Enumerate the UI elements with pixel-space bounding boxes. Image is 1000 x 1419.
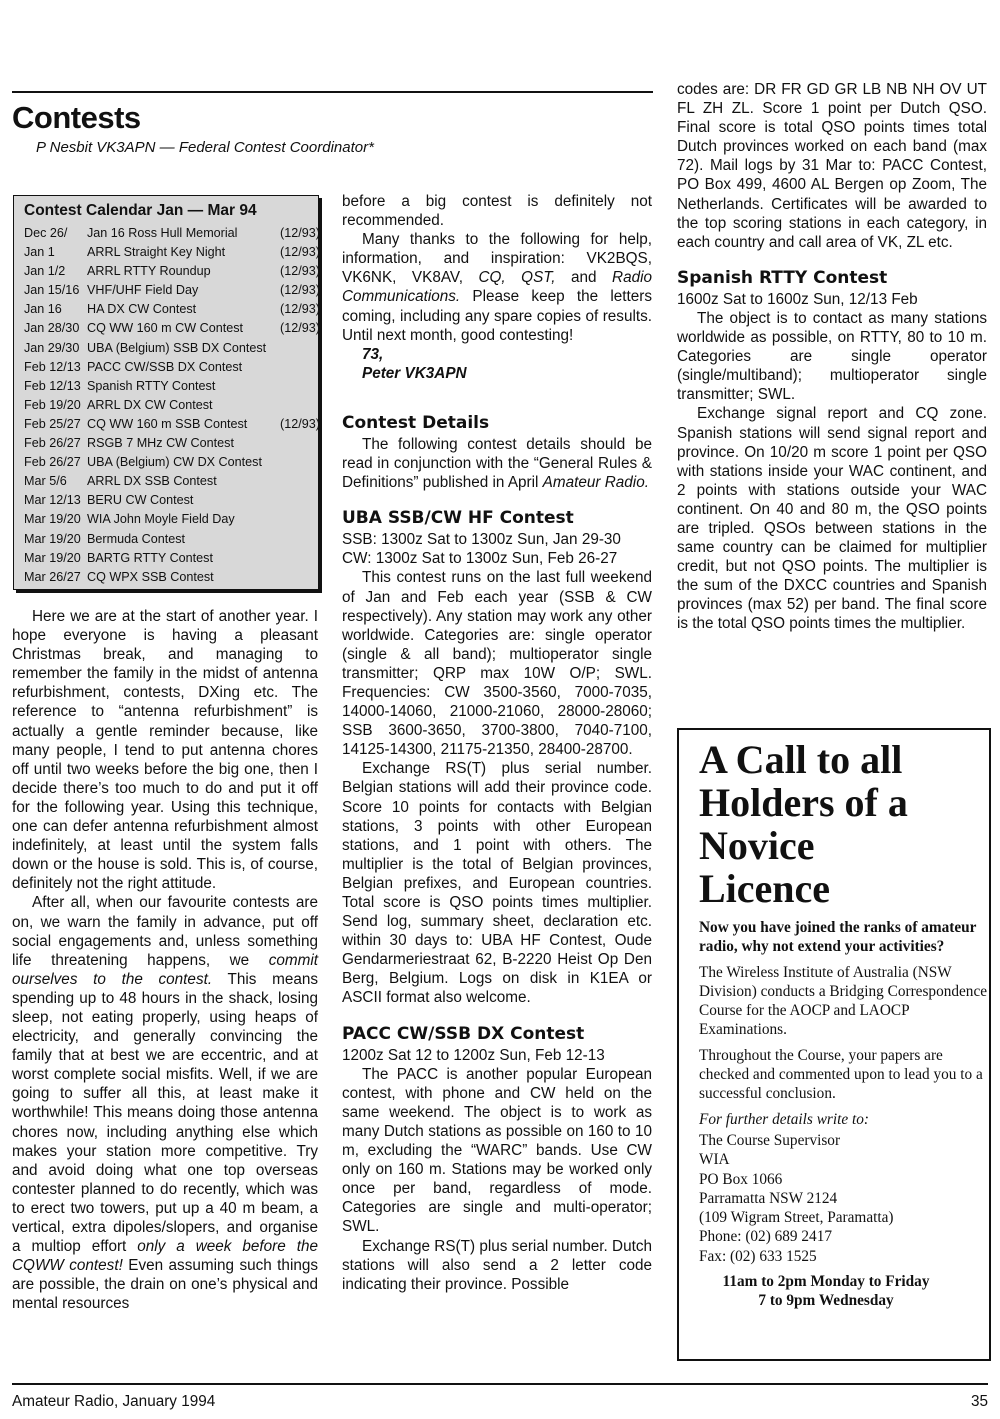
calendar-row [14, 453, 318, 472]
calendar-date: Feb 25/27 [24, 416, 81, 431]
calendar-name: CQ WPX SSB Contest [87, 569, 214, 584]
calendar-row [14, 319, 318, 338]
calendar-note [280, 434, 318, 453]
calendar-row [14, 224, 318, 243]
uba-ssb-time: SSB: 1300z Sat to 1300z Sun, Jan 29-30 [342, 531, 621, 549]
calendar-name: HA DX CW Contest [87, 302, 197, 317]
calendar-row [14, 434, 318, 453]
calendar-date: Mar 5/6 [24, 474, 67, 489]
section-heading-uba: UBA SSB/CW HF Contest [342, 508, 574, 529]
novice-licence-advertisement [677, 728, 991, 1361]
ad-hours: 11am to 2pm Monday to Friday 7 to 9pm Wednesday [722, 1273, 930, 1310]
calendar-row [14, 377, 318, 396]
calendar-note: (12/93) [280, 283, 320, 298]
spanish-time: 1600z Sat to 1600z Sun, 12/13 Feb [677, 290, 918, 308]
calendar-name: UBA (Belgium) CW DX Contest [87, 455, 262, 470]
calendar-note: (12/93) [280, 264, 320, 279]
uba-cw-time: CW: 1300z Sat to 1300z Sun, Feb 26-27 [342, 550, 618, 568]
column-1 [12, 607, 318, 1313]
calendar-date: Mar 19/20 [24, 550, 81, 565]
section-heading-spanish: Spanish RTTY Contest [677, 267, 888, 288]
column-2 [342, 192, 652, 1294]
calendar-name: WIA John Moyle Field Day [87, 512, 235, 527]
calendar-date: Mar 19/20 [24, 531, 81, 546]
ad-lead: Now you have joined the ranks of amateur radio, why not extend your activities? [699, 919, 977, 956]
calendar-date: Jan 29/30 [24, 340, 80, 355]
calendar-date: Feb 26/27 [24, 436, 81, 451]
calendar-date: Dec 26/ [24, 226, 68, 240]
calendar-name: RSGB 7 MHz CW Contest [87, 436, 234, 451]
page-title: Contests [12, 100, 141, 135]
calendar-date: Jan 1/2 [24, 264, 66, 279]
calendar-note [280, 358, 318, 377]
calendar-row [14, 568, 318, 587]
section-heading-contest-details: Contest Details [342, 412, 490, 433]
ad-title: A Call to all Holders of a Novice Licence [699, 737, 908, 911]
footer-rule [12, 1383, 988, 1385]
thanks-paragraph: Many thanks to the following for help, information, and inspiration: VK2BQS, VK6NK, VK8AV, CQ, QST, and Radio Communications. Please keep the letters coming, including any spare copies of results. Until next month, good contesting! [342, 231, 652, 344]
calendar-row [14, 262, 318, 281]
signoff-name: Peter VK3APN [362, 364, 467, 382]
calendar-date: Mar 12/13 [24, 493, 81, 508]
intro-paragraph: Here we are at the start of another year. I hope everyone is having a pleasant Christmas break, and managing to remember the family in the midst of antenna refurbishment, contests, DXing etc. The reference to “antenna refurbishment” is actually a gentle reminder because, like many people, I tend to put antenna chores off until two weeks before the big one, then I decide there’s too much to do and put it off for the following year. Using this technique, one can defer antenna refurbishment almost indefinitely, at least until the system falls down or the house is sold. This is, of course, definitely not the right attitude. [12, 608, 318, 893]
calendar-row [14, 243, 318, 262]
paragraph: codes are: DR FR GD GR LB NB NH OV UT FL ZH ZL. Score 1 point per Dutch QSO. Final score is total QSO points times total Dutch provinces worked on each band (max 72). Mail logs by 31 Mar to: PACC Contest, PO Box 499, 4600 AL Bergen op Zoom, The Netherlands. Certificates will be awarded to the top scoring stations in each category, in each country and call area of VK, ZL etc. [677, 81, 987, 251]
calendar-date: Mar 26/27 [24, 569, 81, 584]
calendar-date: Jan 15/16 [24, 283, 80, 298]
paragraph: The object is to contact as many stations worldwide as possible, on RTTY, 80 to 10 m. Categories are single operator (single/multiband); multioperator single transmitter; SWL. [677, 309, 987, 404]
calendar-note [280, 491, 318, 510]
paragraph: The PACC is another popular European contest, with phone and CW held on the same weekend. The object is to work as many Dutch stations as possible on 160 to 10 m, excluding the “WARC” bands. Use CW only on 160 m. Stations may be worked only once per band, regardless of mode. Categories are single and multi-operator; SWL. [342, 1065, 652, 1236]
calendar-date: Jan 16 [24, 302, 62, 317]
calendar-row [14, 281, 318, 300]
calendar-note [280, 549, 318, 568]
calendar-name: VHF/UHF Field Day [87, 283, 199, 298]
paragraph: Exchange RS(T) plus serial number. Belgian stations will add their province code. Score 10 points for contacts with Belgian stations, 3 points with other European stations, and 1 point with others. The multiplier is the total of Belgian provinces, Belgian prefixes, and European countries. Total score is QSO points times multiplier. Send log, summary sheet, declaration etc. within 30 days to: UBA HF Contest, Oude Gendarmeriestraat 62, B-2220 Heist Op Den Berg, Belgium. Logs on disk in K1EA or ASCII format also welcome. [342, 760, 652, 1007]
calendar-row [14, 358, 318, 377]
paragraph: This contest runs on the last full weekend of Jan and Feb each year (SSB & CW respectively). Any station may work any other worldwide. Categories are: single operator (single & all band); multioperator single transmitter; QRP max 10W O/P; SWL. Frequencies: CW 3500-3560, 7000-7035, 14000-14060, 21000-21060, 28000-28060; SSB 3600-3650, 3700-3800, 7040-7100, 14125-14300, 21175-21350, 28400-28700. [342, 569, 652, 759]
pacc-time: 1200z Sat 12 to 1200z Sun, Feb 12-13 [342, 1046, 605, 1064]
calendar-name: UBA (Belgium) SSB DX Contest [87, 340, 267, 355]
calendar-note: (12/93) [280, 302, 320, 317]
signoff-73: 73, [362, 345, 384, 363]
calendar-name: Bermuda Contest [87, 531, 186, 546]
column-3 [677, 80, 987, 634]
paragraph: Exchange signal report and CQ zone. Spanish stations will send signal report and province. On 10/20 m score 1 point per QSO with stations inside your WAC continent, and 2 points with stations outside your WAC continent. On 40 and 80 m, the QSO points are tripled. QSOs between stations in the same country can be claimed for multiplier credit, but not QSO points. The multiplier is the sum of the DXCC countries and Spanish provinces (max 52) per band. The final score is the total QSO points times the multiplier. [677, 405, 987, 633]
calendar-row [14, 396, 318, 415]
calendar-date: Jan 1 [24, 245, 55, 260]
page-number: 35 [970, 1393, 988, 1410]
calendar-name: ARRL RTTY Roundup [87, 264, 211, 279]
calendar-name: PACC CW/SSB DX Contest [87, 359, 243, 374]
ad-body [679, 910, 989, 1266]
calendar-row [14, 510, 318, 529]
calendar-note [280, 339, 318, 358]
calendar-date: Feb 12/13 [24, 359, 81, 374]
calendar-name: Spanish RTTY Contest [87, 378, 216, 393]
calendar-row [14, 339, 318, 358]
paragraph: The following contest details should be read in conjunction with the “General Rules & Definitions” published in April Amateur Radio. [342, 435, 652, 492]
calendar-name: BARTG RTTY Contest [87, 550, 213, 565]
paragraph: Exchange RS(T) plus serial number. Dutch stations will also send a 2 letter code indicating their province. Possible [342, 1237, 652, 1293]
contest-calendar [13, 195, 319, 590]
calendar-note [280, 530, 318, 549]
calendar-note [280, 568, 318, 587]
ad-paragraph: The Wireless Institute of Australia (NSW Division) conducts a Bridging Correspondence Course for the AOCP and LAOCP Examinations. [699, 963, 988, 1039]
calendar-row [14, 530, 318, 549]
calendar-name: Jan 16 Ross Hull Memorial [87, 226, 238, 240]
calendar-note: (12/93) [280, 226, 320, 240]
calendar-note [280, 453, 318, 472]
footer-publication: Amateur Radio, January 1994 [12, 1393, 216, 1410]
section-heading-pacc: PACC CW/SSB DX Contest [342, 1023, 585, 1044]
calendar-note [280, 510, 318, 529]
ad-details-label: For further details write to: [699, 1110, 869, 1128]
calendar-note [280, 396, 318, 415]
calendar-name: ARRL DX SSB Contest [87, 474, 217, 489]
calendar-name: CQ WW 160 m CW Contest [87, 321, 244, 336]
calendar-title: Contest Calendar Jan — Mar 94 [24, 202, 257, 219]
calendar-row [14, 549, 318, 568]
calendar-row [14, 491, 318, 510]
calendar-row [14, 415, 318, 434]
paragraph: before a big contest is definitely not recommended. [342, 193, 652, 230]
calendar-note [280, 377, 318, 396]
paragraph: After all, when our favourite contests are on, we warn the family in advance, put off social engagements and, unless something life threatening happens, we commit ourselves to the contest. This means spending up to 48 hours in the shack, losing sleep, not eating properly, using heaps of electricity, and generally convincing the family that at best we are eccentric, and at worst complete social misfits. Well, if we are going to suffer all this, at least make it worthwhile! This means doing those antenna chores now, including anything else which makes your station more competitive. Try and avoid doing what one top overseas contester planned to do recently, which was to erect two towers, put up a 40 m beam, a vertical, extra dipoles/slopers, and organise a multiop effort only a week before the CQWW contest! Even assuming such things are possible, the drain on one’s physical and mental resources [12, 894, 319, 1313]
calendar-note [280, 472, 318, 491]
top-rule [12, 91, 653, 93]
calendar-note: (12/93) [280, 245, 320, 260]
calendar-rows [14, 224, 318, 587]
calendar-date: Mar 19/20 [24, 512, 81, 527]
calendar-note: (12/93) [280, 416, 320, 431]
byline: P Nesbit VK3APN — Federal Contest Coordinator* [36, 139, 374, 156]
calendar-name: BERU CW Contest [87, 493, 194, 508]
ad-address: The Course Supervisor WIA PO Box 1066 Parramatta NSW 2124 (109 Wigram Street, Paramatta) Phone: (02) 689 2417 Fax: (02) 633 1525 [699, 1131, 894, 1265]
calendar-date: Feb 26/27 [24, 455, 81, 470]
calendar-date: Jan 28/30 [24, 321, 80, 336]
calendar-name: ARRL Straight Key Night [87, 245, 226, 260]
calendar-name: ARRL DX CW Contest [87, 397, 213, 412]
calendar-date: Feb 19/20 [24, 397, 81, 412]
ad-paragraph: Throughout the Course, your papers are checked and commented upon to lead you to a successful conclusion. [699, 1046, 983, 1103]
calendar-row [14, 300, 318, 319]
calendar-note: (12/93) [280, 321, 320, 336]
calendar-name: CQ WW 160 m SSB Contest [87, 416, 248, 431]
calendar-date: Feb 12/13 [24, 378, 81, 393]
calendar-row [14, 472, 318, 491]
